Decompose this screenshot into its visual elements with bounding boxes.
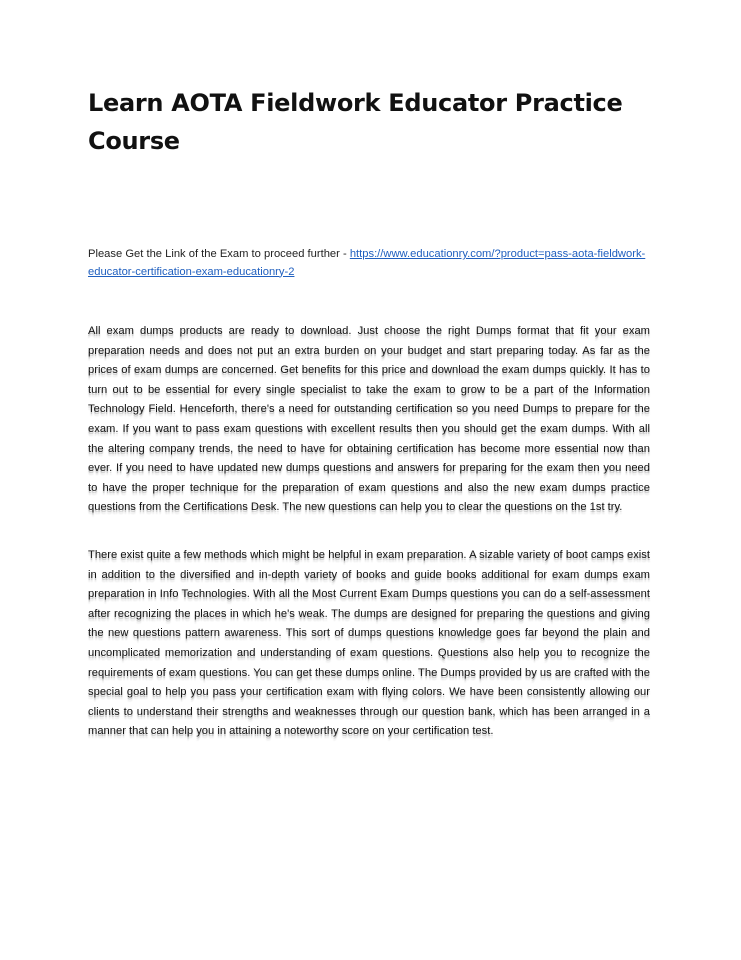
body-paragraph-2: There exist quite a few methods which might be helpful in exam preparation. A sizable variety of boot camps exist in addition to the diversified and in-depth variety of books and guide books additional for exam dumps exam preparation in Info Technologies. With all the Most Current Exam Dumps questions you can do a self-assessment after recognizing the places in which he's weak. The dumps are designed for preparing the questions and giving the new questions pattern awareness. This sort of dumps questions knowledge goes far beyond the plain and uncomplicated memorization and understanding of exam questions. Questions also help you to recognize the requirements of exam questions. You can get these dumps online. The Dumps provided by us are crafted with the special goal to help you pass your certification exam with flying colors. We have been consistently allowing our clients to understand their strengths and weaknesses through our question bank, which has been arranged in a manner that can help you in attaining a noteworthy score on your certification test.: [88, 549, 650, 738]
document-title: Learn AOTA Fieldwork Educator Practice Course: [88, 89, 623, 155]
exam-link[interactable]: https://www.educationry.com/?product=pass-aota-fieldwork-educator-certification-exam-educationry-2: [88, 248, 646, 278]
body-paragraph-1: All exam dumps products are ready to download. Just choose the right Dumps format that fit your exam preparation needs and does not put an extra burden on your budget and start preparing today. As far as the prices of exam dumps are concerned. Get benefits for this price and download the exam dumps quickly. It has to turn out to be essential for every single specialist to take the exam to grow to be a part of the Information Technology Field. Henceforth, there's a need for outstanding certification so you need Dumps to prepare for the exam. If you want to pass exam questions with excellent results then you should get the exam dumps. With all the altering company trends, the need to have for obtaining certification has become more essential now than ever. If you need to have updated new dumps questions and answers for preparing for the exam then you need to have the proper technique for the preparation of exam questions and also the new exam dumps practice questions from the Certifications Desk. The new questions can help you to clear the questions on the 1st try.: [88, 325, 650, 514]
exam-link-paragraph: [88, 246, 653, 281]
intro-text: Please Get the Link of the Exam to proceed further -: [88, 248, 350, 260]
